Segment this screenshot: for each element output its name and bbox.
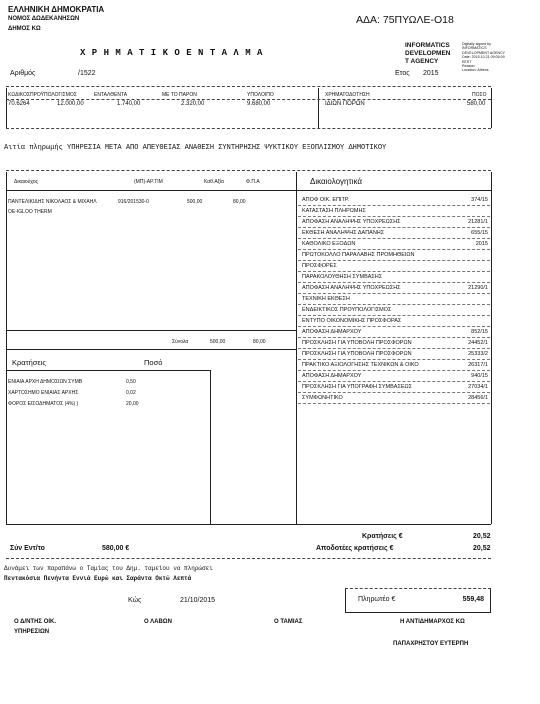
date: 21/10/2015	[180, 597, 216, 604]
year-label: Ετος	[395, 70, 410, 77]
supporting-doc-value: 940/15	[471, 373, 488, 379]
budget-funding: ΙΔΙΩΝ ΠΟΡΩΝ	[325, 101, 365, 107]
budget-remaining: 9.680,00	[247, 101, 271, 107]
divider	[298, 304, 490, 305]
divider	[6, 88, 7, 128]
deputy-mayor-name: ΠΑΠΑΧΡΗΣΤΟΥ ΕΥΤΕΡΠΗ	[393, 641, 469, 647]
payment-instruction: Δυνάμει των παραπάνω ο Ταμίας του Δημ. ταμείου να πληρώσει	[4, 565, 213, 572]
net-header: Καθ.Αξία	[204, 179, 224, 185]
divider	[296, 172, 297, 524]
year-value: 2015	[423, 70, 439, 77]
supporting-doc-label: ΠΡΟΣΚΛΗΣΗ ΓΙΑ ΥΠΟΒΟΛΗ ΠΡΟΣΦΟΡΩΝ	[302, 340, 412, 346]
budget-code: 70.6264	[8, 101, 30, 107]
budget-header-remaining: ΥΠΟΛΟΙΠΟ	[247, 92, 274, 98]
supporting-doc-label: ΚΑΘΟΛΙΚΟ ΕΞΟΔΩΝ	[302, 241, 356, 247]
signature-detail: Location: Athens	[462, 68, 489, 73]
deputy-mayor-title: Η ΑΝΤΙΔΗΜΑΡΧΟΣ ΚΩ	[400, 619, 465, 625]
supporting-doc-label: ΑΠΟΦΑΣΗ ΑΝΑΛΗΨΗΣ ΥΠΟΧΡΕΩΣΗΣ	[302, 219, 401, 225]
payment-reason: Αιτία πληρωμής ΥΠΗΡΕΣΙΑ ΜΕΤΑ ΑΠΟ ΑΠΕΥΘΕΙΑΣ ΑΝΑΘΕΣΗ ΣΥΝΤΗΡΗΣΗΣ ΨΥΚΤΙΚΟΥ ΕΞΟΠΛΙΣΜΟΥ ΔΗΜΟΤΙΚΟΥ	[4, 144, 387, 152]
supporting-doc-label: ΑΠΟΦΑΣΗ ΔΗΜΑΡΧΟΥ	[302, 373, 362, 379]
total-deductions-label: Κρατήσεις €	[362, 533, 403, 540]
supporting-doc-label: ΠΡΟΣΦΟΡΕΣ	[302, 263, 337, 269]
divider	[298, 205, 490, 206]
divider	[298, 403, 490, 404]
beneficiary-vat: 80,00	[233, 199, 246, 205]
budget-header-code: ΚΩΔΙΚΟΣΠΡΟΫΠΟΛΟΓΙΣΜΟΣ	[8, 92, 77, 98]
deduction-label: ΦΟΡΟΣ ΕΙΣΟΔΗΜΑΤΟΣ (4%) )	[8, 401, 79, 407]
beneficiary-name-line2: OE-IGLOO THERM	[8, 209, 52, 215]
supporting-doc-label: ΤΕΧΝΙΚΗ ΕΚΘΕΣΗ	[302, 296, 350, 302]
supporting-doc-label: ΚΑΤΑΣΤΑΣΗ ΠΛΗΡΩΜΗΣ	[302, 208, 366, 214]
divider	[6, 128, 491, 129]
signature-detail: EEST	[462, 59, 472, 64]
returned-deductions-label: Αποδοτέες κρατήσεις €	[316, 545, 394, 552]
budget-issued: 1.740,00	[117, 101, 141, 107]
divider	[6, 349, 296, 350]
receiver-title: Ο ΛΑΒΩΝ	[144, 619, 172, 625]
signature-detail: Digitally signed by	[462, 42, 491, 46]
deduction-value: 20,00	[126, 401, 139, 407]
returned-deductions-value: 20,52	[473, 545, 491, 552]
budget-header-amount: ΠΟΣΟ	[472, 92, 487, 98]
supporting-doc-value: 26317/1	[468, 362, 488, 368]
divider	[298, 337, 490, 338]
payable-value: 559,48	[462, 596, 484, 603]
divider	[298, 348, 490, 349]
divider	[298, 392, 490, 393]
supporting-doc-label: ΑΠΟΦΑΣΗ ΔΗΜΑΡΧΟΥ	[302, 329, 362, 335]
divider	[491, 172, 492, 524]
divider	[298, 238, 490, 239]
supporting-doc-label: ΣΥΜΦΩΝΗΤΙΚΟ	[302, 395, 343, 401]
divider	[6, 524, 491, 525]
budget-amount: 580,00	[467, 101, 486, 107]
sum-label: Σύνολα	[172, 339, 189, 345]
divider	[491, 88, 492, 128]
budget-header-funding: ΧΡΗΜΑΤΟΔΟΤΗΣΗ	[325, 92, 370, 98]
signature-org-line1: INFORMATICS	[405, 42, 450, 49]
sum-vat: 80,00	[253, 339, 266, 345]
deduction-value: 0,50	[126, 379, 136, 385]
deduction-label: ΧΑΡΤΟΣΗΜΟ ΕΝΙΑΙΑΣ ΑΡΧΗΣ	[8, 390, 79, 396]
budget-header-current: ΜΕ ΤΟ ΠΑΡΟΝ	[162, 92, 197, 98]
payable-box	[345, 588, 491, 613]
deductions-amount-header: Ποσό	[144, 358, 163, 367]
divider	[298, 227, 490, 228]
divider	[298, 216, 490, 217]
divider	[318, 88, 319, 128]
divider	[6, 558, 491, 559]
amount-in-words: Πεντακόσια Πενήντα Εννιά Ευρώ και Σαράντα Οκτώ Λεπτά	[4, 575, 192, 582]
divider	[6, 99, 491, 100]
supporting-doc-value: 2015	[475, 241, 488, 247]
supporting-doc-value: 655/15	[471, 230, 488, 236]
supporting-doc-label: ΑΠΟΦ ΟΙΚ. ΕΠΙΤΡ.	[302, 197, 350, 203]
divider	[6, 172, 7, 524]
signature-org-line3: T AGENCY	[405, 58, 439, 65]
divider	[210, 370, 211, 524]
supporting-doc-value: 28456/1	[468, 395, 488, 401]
budget-header-issued: ΕΝΤΑΛΘΕΝΤΑ	[94, 92, 128, 98]
divider	[298, 370, 490, 371]
divider	[6, 330, 296, 331]
deductions-title: Κρατήσεις	[12, 358, 46, 367]
supporting-doc-label: ΠΡΟΣΚΛΗΣΗ ΓΙΑ ΥΠΟΓΡΑΦΗ ΣΥΜΒΑΣΕΩΣ	[302, 384, 413, 390]
supporting-doc-value: 24452/1	[468, 340, 488, 346]
divider	[298, 315, 490, 316]
beneficiary-id: 916/201530-0	[118, 199, 149, 205]
divider	[298, 381, 490, 382]
signature-org-line2: DEVELOPMEN	[405, 50, 451, 57]
supporting-doc-value: 21290/1	[468, 285, 488, 291]
sum-total-value: 580,00 €	[102, 545, 130, 552]
budget-current: 2.320,00	[181, 101, 205, 107]
payable-label: Πληρωτέο €	[358, 596, 396, 603]
ada-code: ΑΔΑ: 75ΠΥΩΛΕ-Ο18	[356, 14, 454, 26]
document-title: Χ Ρ Η Μ Α Τ Ι Κ Ο Ε Ν Τ Α Λ Μ Α	[80, 48, 263, 58]
divider	[6, 190, 491, 191]
supporting-doc-label: ΑΠΟΦΑΣΗ ΑΝΑΛΗΨΗΣ ΥΠΟΧΡΕΩΣΗΣ	[302, 285, 401, 291]
divider	[298, 249, 490, 250]
fin-director-title: Ο Δ/ΝΤΗΣ ΟΙΚ.	[14, 619, 57, 625]
vat-header: Φ.Π.Α	[246, 179, 260, 185]
sum-net: 500,00	[210, 339, 226, 345]
supporting-doc-value: 27034/1	[468, 384, 488, 390]
supporting-doc-label: ΕΝΔΕΙΚΤΙΚΟΣ ΠΡΟΥΠΟΛΟΓΙΣΜΟΣ	[302, 307, 392, 313]
total-deductions-value: 20,52	[473, 533, 491, 540]
municipality-line: ΔΗΜΟΣ ΚΩ	[8, 26, 41, 32]
divider	[298, 293, 490, 294]
beneficiary-net: 500,00	[187, 199, 203, 205]
supporting-doc-label: ΠΡΑΚΤΙΚΟ ΑΞΙΟΛΟΓΗΣΗΣ ΤΕΧΝΙΚΩΝ & ΟΙΚΟ	[302, 362, 419, 368]
divider	[298, 260, 490, 261]
signature-org	[405, 42, 451, 66]
number-label: Αριθμός	[10, 70, 36, 77]
budget-total: 12.000,00	[57, 101, 84, 107]
id-header: (ΜΠ)-ΑΡ.ΤΙΜ	[134, 179, 163, 185]
beneficiary-header: Δικαιούχος	[14, 179, 39, 185]
deduction-value: 0,02	[126, 390, 136, 396]
signature-detail: DEVELOPMENT AGENCY	[462, 50, 506, 55]
supporting-docs-title: Δικαιολογητικά	[310, 177, 362, 186]
divider	[298, 326, 490, 327]
supporting-doc-value: 374/15	[471, 197, 488, 203]
place: Κώς	[128, 597, 142, 604]
signature-detail: Date: 2015.10.21 09:05:09	[462, 55, 505, 60]
supporting-doc-label: ΠΡΩΤΟΚΟΛΛΟ ΠΑΡΑΛΑΒΗΣ ΠΡΟΜΗΘΕΙΩΝ	[302, 252, 415, 258]
divider	[298, 282, 490, 283]
supporting-doc-label: ΕΝΤΥΠΟ ΟΙΚΟΝΟΜΙΚΗΣ ΠΡΟΣΦΟΡΑΣ	[302, 318, 402, 324]
divider	[6, 86, 491, 87]
state-line: ΕΛΛΗΝΙΚΗ ΔΗΜΟΚΡΑΤΙΑ	[8, 5, 105, 14]
supporting-doc-label: ΕΚΘΕΣΗ ΑΝΑΛΗΨΗΣ ΔΑΠΑΝΗΣ	[302, 230, 385, 236]
sum-total-label: Σύν Εντ/το	[10, 545, 45, 552]
signature-detail: INFORMATICS	[462, 46, 487, 51]
deduction-label: ΕΝΙΑΙΑ ΑΡΧΗ ΔΗΜΟΣΙΩΝ ΣΥΜΒ	[8, 379, 83, 385]
supporting-doc-label: ΠΡΟΣΚΛΗΣΗ ΓΙΑ ΥΠΟΒΟΛΗ ΠΡΟΣΦΟΡΩΝ	[302, 351, 412, 357]
divider	[298, 359, 490, 360]
divider	[298, 271, 490, 272]
supporting-doc-value: 25333/2	[468, 351, 488, 357]
signature-details	[462, 42, 505, 73]
treasurer-title: Ο ΤΑΜΙΑΣ	[274, 619, 303, 625]
divider	[6, 170, 491, 171]
supporting-doc-value: 852/15	[471, 329, 488, 335]
supporting-doc-label: ΠΑΡΑΚΟΛΟΥΘΗΣΗ ΣΥΜΒΑΣΗΣ	[302, 274, 383, 280]
signature-detail: Reason:	[462, 64, 476, 69]
supporting-doc-value: 21281/1	[468, 219, 488, 225]
divider	[6, 370, 211, 371]
prefecture-line: ΝΟΜΟΣ ΔΩΔΕΚΑΝΗΣΩΝ	[8, 16, 80, 22]
beneficiary-name: ΠΑΝΤΕΛΙΚΙΔΗΣ ΝΙΚΟΛΑΟΣ & ΜΙΧΑΗΛ	[8, 199, 97, 205]
number-value: /1522	[78, 70, 96, 77]
fin-director-dept: ΥΠΗΡΕΣΙΩΝ	[14, 629, 50, 635]
